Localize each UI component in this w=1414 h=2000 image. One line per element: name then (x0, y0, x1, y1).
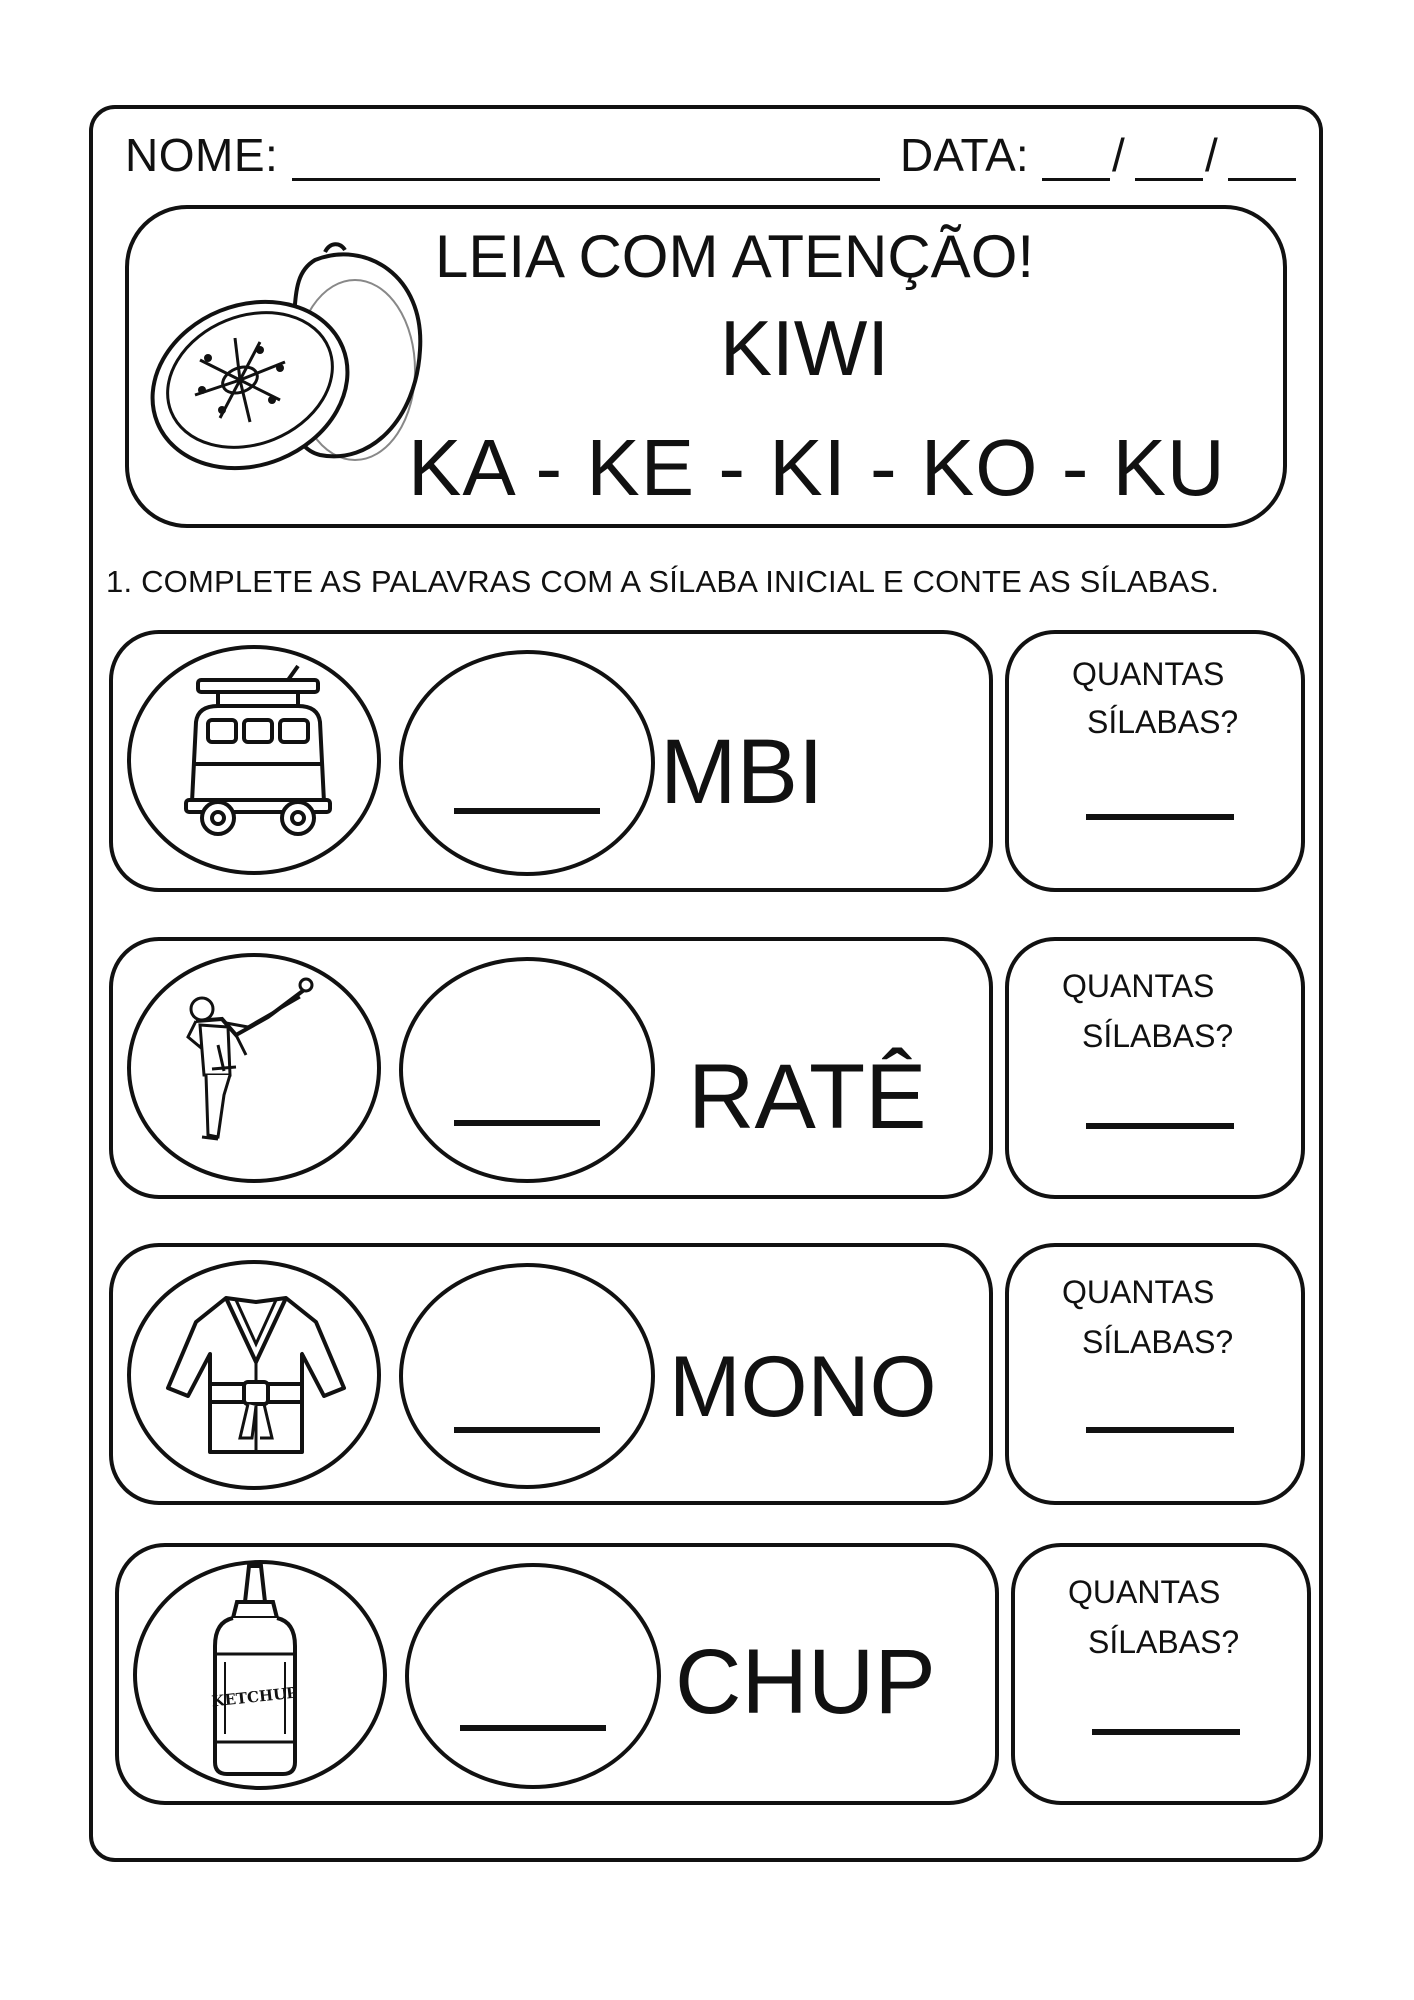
syllable-blank-input[interactable] (454, 1120, 600, 1126)
instruction-text: 1. COMPLETE AS PALAVRAS COM A SÍLABA INICIAL E CONTE AS SÍLABAS. (106, 564, 1220, 599)
syllable-blank-input[interactable] (454, 808, 600, 814)
syllable-count-input[interactable] (1086, 1427, 1234, 1433)
syllable-oval (399, 1263, 655, 1489)
kombi-van-icon (178, 672, 338, 842)
word-ending: MBI (660, 721, 824, 823)
date-day-field[interactable] (1042, 178, 1110, 181)
date-year-field[interactable] (1228, 178, 1296, 181)
syllable-blank-input[interactable] (454, 1427, 600, 1433)
count-label-line2: SÍLABAS? (1087, 704, 1239, 740)
karate-fighter-icon (178, 975, 328, 1155)
syllable-oval (405, 1563, 661, 1789)
syllable-oval (399, 957, 655, 1183)
intro-word: KIWI (720, 304, 889, 392)
count-label-line1: QUANTAS (1062, 1274, 1215, 1310)
word-ending: RATÊ (688, 1046, 927, 1148)
name-field[interactable] (292, 178, 880, 181)
kimono-icon (166, 1292, 346, 1462)
word-ending: CHUP (675, 1631, 936, 1733)
count-label-line1: QUANTAS (1062, 968, 1215, 1004)
count-label-line2: SÍLABAS? (1088, 1624, 1240, 1660)
ketchup-label: KETCHUP (210, 1683, 299, 1711)
count-label-line1: QUANTAS (1072, 656, 1225, 692)
date-separator: / (1112, 129, 1125, 181)
syllable-blank-input[interactable] (460, 1725, 606, 1731)
date-label: DATA: (900, 129, 1029, 181)
word-ending: MONO (669, 1339, 937, 1435)
date-separator: / (1205, 129, 1218, 181)
intro-syllables: KA - KE - KI - KO - KU (408, 423, 1226, 512)
syllable-count-input[interactable] (1092, 1729, 1240, 1735)
ketchup-bottle-icon (205, 1562, 305, 1782)
syllable-oval (399, 650, 655, 876)
count-label-line2: SÍLABAS? (1082, 1324, 1234, 1360)
count-label-line1: QUANTAS (1068, 1574, 1221, 1610)
intro-title: LEIA COM ATENÇÃO! (435, 223, 1035, 290)
syllable-count-input[interactable] (1086, 814, 1234, 820)
count-label-line2: SÍLABAS? (1082, 1018, 1234, 1054)
kiwi-icon (140, 230, 440, 490)
date-month-field[interactable] (1135, 178, 1203, 181)
name-label: NOME: (125, 129, 279, 181)
syllable-count-input[interactable] (1086, 1123, 1234, 1129)
